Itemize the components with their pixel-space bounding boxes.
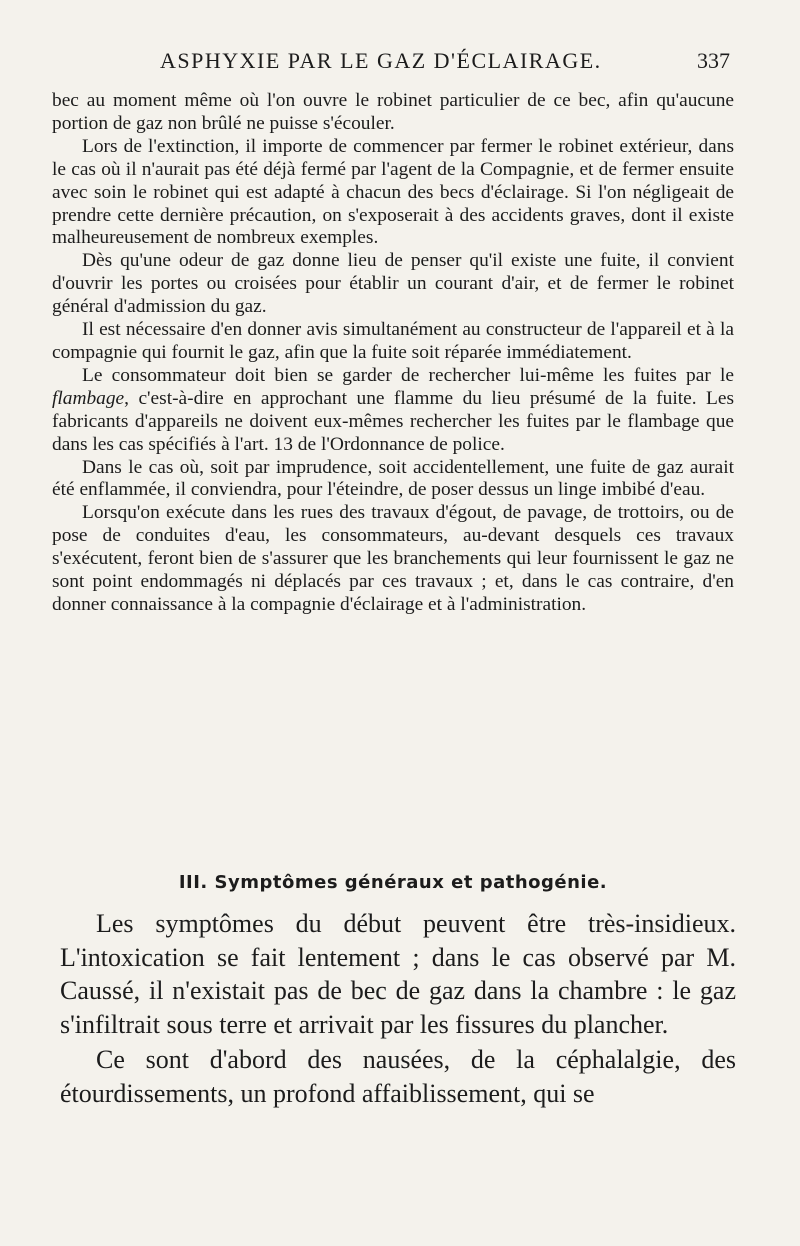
paragraph: Ce sont d'abord des nausées, de la céphalalgie, des étourdissements, un profond affaiblissement, qui se bbox=[60, 1045, 736, 1108]
small-print-body bbox=[52, 90, 734, 617]
paragraph: Lors de l'extinction, il importe de commencer par fermer le robinet extérieur, dans le cas où il n'aurait pas été déjà fermé par l'agent de la Compagnie, et de fermer ensuite avec soin le robinet qui est adapté à chacun des becs d'éclairage. Si l'on négligeait de prendre cette dernière précaution, on s'exposerait à des accidents graves, dont il existe malheureusement de nombreux exemples. bbox=[52, 135, 734, 249]
paragraph: Les symptômes du début peuvent être très-insidieux. L'intoxication se fait lentement ; dans le cas observé par M. Caussé, il n'existait pas de bec de gaz dans la chambre : le gaz s'infiltrait sous terre et arrivait par les fissures du plancher. bbox=[60, 909, 736, 1039]
section-heading: III. Symptômes généraux et pathogénie. bbox=[178, 872, 608, 893]
paragraph: Il est nécessaire d'en donner avis simultanément au constructeur de l'appareil et à la compagnie qui fournit le gaz, afin que la fuite soit réparée immédiatement. bbox=[52, 319, 734, 363]
paragraph-text: , c'est-à-dire en approchant une flamme du lieu présumé de la fuite. Les fabricants d'appareils ne doivent eux-mêmes rechercher les fuites par le flambage que dans les cas spécifiés à l'art. 13 de l'Ordonnance de police. bbox=[52, 387, 734, 455]
paragraph: Dans le cas où, soit par imprudence, soit accidentellement, une fuite de gaz aurait été enflammée, il conviendra, pour l'éteindre, de poser dessus un linge imbibé d'eau. bbox=[52, 456, 734, 501]
paragraph bbox=[52, 365, 734, 457]
italic-term: flambage bbox=[52, 387, 125, 409]
page-number: 337 bbox=[697, 48, 730, 73]
paragraph: bec au moment même où l'on ouvre le robinet particulier de ce bec, afin qu'aucune portion de gaz non brûlé ne puisse s'écouler. bbox=[52, 90, 734, 134]
paragraph-text: Le consommateur doit bien se garder de rechercher lui-même les fuites par le bbox=[82, 364, 734, 386]
running-head-title: ASPHYXIE PAR LE GAZ D'ÉCLAIRAGE. bbox=[160, 48, 602, 73]
paragraph: Dès qu'une odeur de gaz donne lieu de penser qu'il existe une fuite, il convient d'ouvrir les portes ou croisées pour établir un courant d'air, et de fermer le robinet général d'admission du gaz. bbox=[52, 250, 734, 318]
running-head bbox=[60, 44, 740, 80]
large-print-body bbox=[60, 907, 736, 1110]
paragraph: Lorsqu'on exécute dans les rues des travaux d'égout, de pavage, de trottoirs, ou de pose de conduites d'eau, les consommateurs, au-devant desquels ces travaux s'exécutent, feront bien de s'assurer que les branchements qui leur fournissent le gaz ne sont point endommagés ni déplacés par ces travaux ; et, dans le cas contraire, d'en donner connaissance à la compagnie d'éclairage et à l'administration. bbox=[52, 502, 734, 615]
